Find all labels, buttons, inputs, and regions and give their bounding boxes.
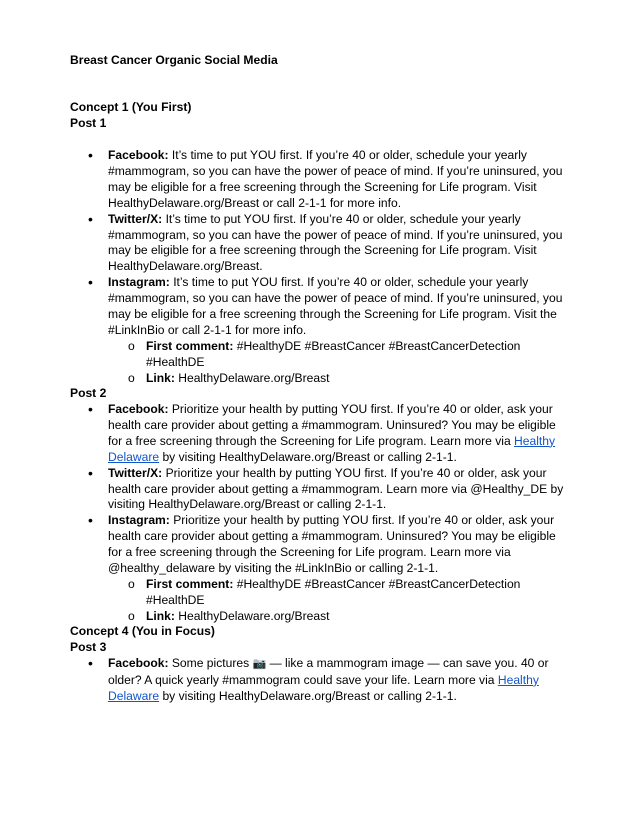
concept-4-heading: Concept 4 (You in Focus) (70, 624, 215, 638)
post-3-heading: Post 3 (70, 640, 107, 654)
healthy-delaware-link[interactable]: Healthy Delaware (108, 672, 539, 703)
post-1-twitter: • Twitter/X: It’s time to put YOU first. If you’re 40 or older, schedule your yearly #mammogram, so you can have the power of peace of mind. If you’re uninsured, you may be eligible for a free screening through the Screening for Life program. Visit HealthyDelaware.org/Breast. (70, 212, 570, 276)
doc-title: Breast Cancer Organic Social Media (70, 53, 278, 67)
post-2-facebook: • Facebook: Prioritize your health by putting YOU first. If you’re 40 or older, ask your health care provider about getting a #mammogram. Uninsured? You may be eligible for a free screening through the Screening for Life program. Learn more via Healthy Delaware by visiting HealthyDelaware.org/Breast or calling 2-1-1. (70, 402, 570, 466)
camera-icon: 📷 (252, 658, 267, 670)
post-2-twitter: • Twitter/X: Prioritize your health by putting YOU first. If you’re 40 or older, ask your health care provider about getting a #mammogram. Learn more via @Healthy_DE by visiting HealthyDelaware.org/Breast or calling 2-1-1. (70, 466, 570, 514)
post-3-facebook: • Facebook: Some pictures 📷 — like a mammogram image — can save you. 40 or older? A quick yearly #mammogram could save your life. Learn more via Healthy Delaware by visiting HealthyDelaware.org/Breast or calling 2-1-1. (70, 656, 570, 705)
post-3-list (70, 656, 570, 705)
post-1-heading: Post 1 (70, 116, 107, 130)
post-1-facebook: • Facebook: It’s time to put YOU first. If you’re 40 or older, schedule your yearly #mammogram, so you can have the power of peace of mind. If you’re uninsured, you may be eligible for a free screening through the Screening for Life program. Visit HealthyDelaware.org/Breast or call 2-1-1 for more info. (70, 148, 570, 212)
post-2-instagram: • Instagram: Prioritize your health by putting YOU first. If you’re 40 or older, ask your health care provider about getting a #mammogram. Uninsured? You may be eligible for a free screening through the Screening for Life program. Learn more via @healthy_delaware by visiting the #LinkInBio or calling 2-1-1. o First comment: #HealthyDE #BreastCancer #BreastCancerDetection #HealthDE o Link: HealthyDelaware.org/Breast (70, 513, 570, 624)
post-1-list (70, 148, 570, 387)
post-2-link: o Link: HealthyDelaware.org/Breast (108, 609, 570, 625)
post-1-first-comment: o First comment: #HealthyDE #BreastCancer #BreastCancerDetection #HealthDE (108, 339, 570, 371)
post-1-instagram: • Instagram: It’s time to put YOU first. If you’re 40 or older, schedule your yearly #mammogram, so you can have the power of peace of mind. If you’re uninsured, you may be eligible for a free screening through the Screening for Life program. Visit the #LinkInBio or call 2-1-1 for more info. o First comment: #HealthyDE #BreastCancer #BreastCancerDetection #HealthDE o Link: HealthyDelaware.org/Breast (70, 275, 570, 386)
post-2-list (70, 402, 570, 625)
concept-1-heading: Concept 1 (You First) (70, 100, 192, 114)
post-1-link: o Link: HealthyDelaware.org/Breast (108, 371, 570, 387)
post-2-heading: Post 2 (70, 386, 107, 400)
post-2-first-comment: o First comment: #HealthyDE #BreastCancer #BreastCancerDetection #HealthDE (108, 577, 570, 609)
healthy-delaware-link[interactable]: Healthy Delaware (108, 433, 556, 464)
